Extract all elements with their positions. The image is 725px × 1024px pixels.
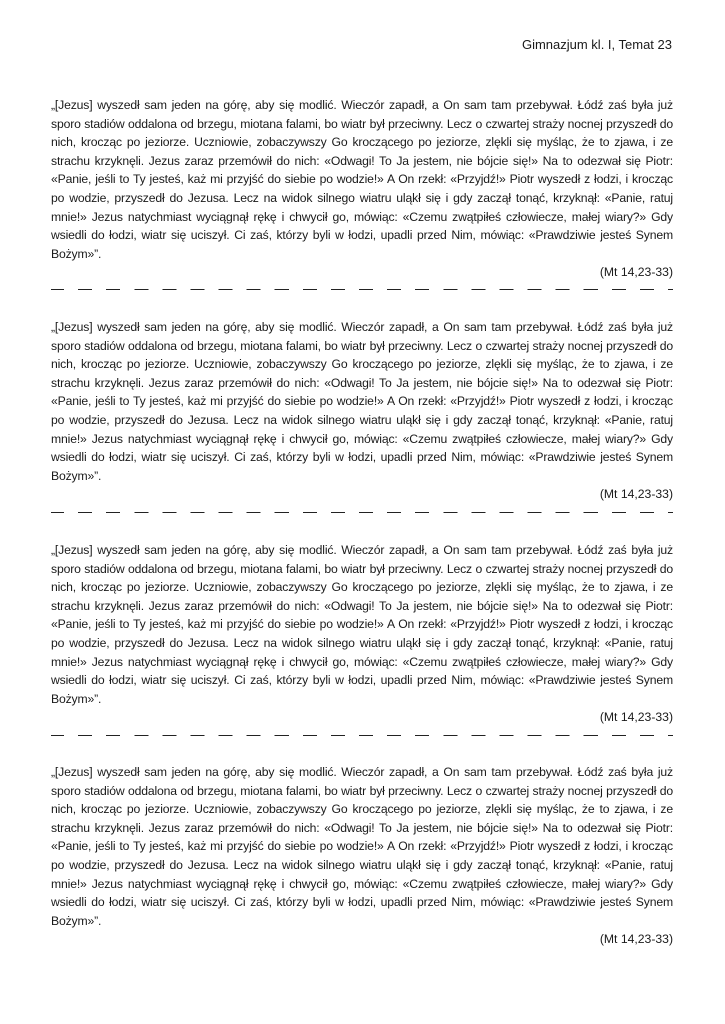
passage-text: „[Jezus] wyszedł sam jeden na górę, aby się modlić. Wieczór zapadł, a On sam tam przebywał. Łódź zaś była już sporo stadiów oddalona od brzegu, miotana falami, bo wiatr był przeciwny. Lecz o czwartej straży nocnej przyszedł do nich, krocząc po jeziorze. Uczniowie, zobaczywszy Go kroczącego po jeziorze, zlękli się myśląc, że to zjawa, i ze strachu krzyknęli. Jezus zaraz przemówił do nich: «Odwagi! To Ja jestem, nie bójcie się!» Na to odezwał się Piotr: «Panie, jeśli to Ty jesteś, każ mi przyjść do siebie po wodzie!» A On rzekł: «Przyjdź!» Piotr wyszedł z łodzi, i krocząc po wodzie, przyszedł do Jezusa. Lecz na widok silnego wiatru uląkł się i gdy zaczął tonąć, krzyknął: «Panie, ratuj mnie!» Jezus natychmiast wyciągnął rękę i chwycił go, mówiąc: «Czemu zwątpiłeś człowiecze, małej wiary?» Gdy wsiedli do łodzi, wiatr się uciszył. Ci zaś, którzy byli w łodzi, upadli przed Nim, mówiąc: «Prawdziwie jesteś Synem Bożym»”. (51, 320, 673, 483)
cut-line-divider (51, 735, 673, 736)
passage-block-4 (51, 763, 673, 949)
passage-text: „[Jezus] wyszedł sam jeden na górę, aby się modlić. Wieczór zapadł, a On sam tam przebywał. Łódź zaś była już sporo stadiów oddalona od brzegu, miotana falami, bo wiatr był przeciwny. Lecz o czwartej straży nocnej przyszedł do nich, krocząc po jeziorze. Uczniowie, zobaczywszy Go kroczącego po jeziorze, zlękli się myśląc, że to zjawa, i ze strachu krzyknęli. Jezus zaraz przemówił do nich: «Odwagi! To Ja jestem, nie bójcie się!» Na to odezwał się Piotr: «Panie, jeśli to Ty jesteś, każ mi przyjść do siebie po wodzie!» A On rzekł: «Przyjdź!» Piotr wyszedł z łodzi, i krocząc po wodzie, przyszedł do Jezusa. Lecz na widok silnego wiatru uląkł się i gdy zaczął tonąć, krzyknął: «Panie, ratuj mnie!» Jezus natychmiast wyciągnął rękę i chwycił go, mówiąc: «Czemu zwątpiłeś człowiecze, małej wiary?» Gdy wsiedli do łodzi, wiatr się uciszył. Ci zaś, którzy byli w łodzi, upadli przed Nim, mówiąc: «Prawdziwie jesteś Synem Bożym»”. (51, 765, 673, 928)
passage-citation: (Mt 14,23-33) (599, 265, 673, 280)
cut-line-divider (51, 289, 673, 290)
cut-line-divider (51, 512, 673, 513)
passage-text: „[Jezus] wyszedł sam jeden na górę, aby się modlić. Wieczór zapadł, a On sam tam przebywał. Łódź zaś była już sporo stadiów oddalona od brzegu, miotana falami, bo wiatr był przeciwny. Lecz o czwartej straży nocnej przyszedł do nich, krocząc po jeziorze. Uczniowie, zobaczywszy Go kroczącego po jeziorze, zlękli się myśląc, że to zjawa, i ze strachu krzyknęli. Jezus zaraz przemówił do nich: «Odwagi! To Ja jestem, nie bójcie się!» Na to odezwał się Piotr: «Panie, jeśli to Ty jesteś, każ mi przyjść do siebie po wodzie!» A On rzekł: «Przyjdź!» Piotr wyszedł z łodzi, i krocząc po wodzie, przyszedł do Jezusa. Lecz na widok silnego wiatru uląkł się i gdy zaczął tonąć, krzyknął: «Panie, ratuj mnie!» Jezus natychmiast wyciągnął rękę i chwycił go, mówiąc: «Czemu zwątpiłeś człowiecze, małej wiary?» Gdy wsiedli do łodzi, wiatr się uciszył. Ci zaś, którzy byli w łodzi, upadli przed Nim, mówiąc: «Prawdziwie jesteś Synem Bożym»”. (51, 543, 673, 706)
passage-block-2 (51, 318, 673, 504)
page-header-title: Gimnazjum kl. I, Temat 23 (521, 37, 672, 52)
passage-citation: (Mt 14,23-33) (599, 710, 673, 725)
passage-block-3 (51, 541, 673, 727)
passage-citation: (Mt 14,23-33) (599, 487, 673, 502)
passage-citation: (Mt 14,23-33) (599, 932, 673, 947)
passage-text: „[Jezus] wyszedł sam jeden na górę, aby się modlić. Wieczór zapadł, a On sam tam przebywał. Łódź zaś była już sporo stadiów oddalona od brzegu, miotana falami, bo wiatr był przeciwny. Lecz o czwartej straży nocnej przyszedł do nich, krocząc po jeziorze. Uczniowie, zobaczywszy Go kroczącego po jeziorze, zlękli się myśląc, że to zjawa, i ze strachu krzyknęli. Jezus zaraz przemówił do nich: «Odwagi! To Ja jestem, nie bójcie się!» Na to odezwał się Piotr: «Panie, jeśli to Ty jesteś, każ mi przyjść do siebie po wodzie!» A On rzekł: «Przyjdź!» Piotr wyszedł z łodzi, i krocząc po wodzie, przyszedł do Jezusa. Lecz na widok silnego wiatru uląkł się i gdy zaczął tonąć, krzyknął: «Panie, ratuj mnie!» Jezus natychmiast wyciągnął rękę i chwycił go, mówiąc: «Czemu zwątpiłeś człowiecze, małej wiary?» Gdy wsiedli do łodzi, wiatr się uciszył. Ci zaś, którzy byli w łodzi, upadli przed Nim, mówiąc: «Prawdziwie jesteś Synem Bożym»”. (51, 98, 673, 261)
passage-block-1 (51, 96, 673, 282)
